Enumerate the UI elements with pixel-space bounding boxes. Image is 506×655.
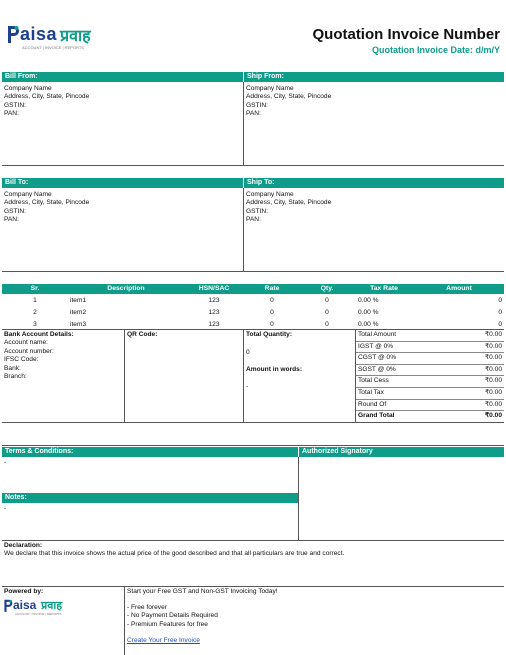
- ship-to-line: Company Name: [246, 191, 294, 198]
- feature-item: - No Payment Details Required: [127, 612, 218, 620]
- brand-logo: [6, 22, 101, 52]
- divider: [2, 445, 504, 446]
- divider: [2, 540, 504, 541]
- total-quantity-value: 0: [246, 349, 250, 356]
- totals-label: Round Of: [358, 400, 387, 408]
- bank-line: Account name:: [4, 339, 48, 347]
- quotation-date: Quotation Invoice Date: d/m/Y: [371, 45, 500, 55]
- totals-value: ₹0.00: [484, 412, 502, 420]
- logo-text: aisa: [20, 24, 58, 44]
- totals-value: ₹0.00: [484, 365, 502, 373]
- logo-tagline: ACCOUNT | INVOICE | REPORTS: [15, 612, 62, 616]
- logo-mark-icon: [6, 24, 20, 44]
- bill-from-line: Company Name: [4, 85, 52, 92]
- ship-to-line: PAN:: [246, 216, 261, 224]
- row-hsn: 123: [208, 321, 220, 328]
- bank-line: Account number:: [4, 347, 54, 355]
- column-header-rate: Rate: [264, 285, 280, 292]
- bill-to-line: Address, City, State, Pincode: [4, 199, 90, 207]
- declaration-text: We declare that this invoice shows the actual price of the good described and that all particulars are true and correct.: [4, 550, 345, 557]
- totals-label: SGST @ 0%: [358, 365, 396, 373]
- divider: [2, 271, 504, 272]
- notes-value: -: [4, 505, 7, 512]
- bill-from-line: Address, City, State, Pincode: [4, 93, 90, 101]
- logo-text: aisa: [13, 598, 37, 612]
- totals-value: ₹0.00: [484, 400, 502, 408]
- logo-hindi-text: प्रवाह: [60, 28, 91, 45]
- row-hsn: 123: [208, 297, 220, 304]
- divider: [2, 422, 504, 423]
- ship-to-header: Ship To:: [244, 178, 504, 188]
- column-header-description: Description: [107, 285, 145, 292]
- row-rate: 0: [270, 297, 274, 304]
- bank-details: [4, 331, 74, 381]
- table-row: [2, 307, 504, 319]
- divider: [243, 82, 244, 165]
- divider: [243, 188, 244, 271]
- promo-features: [127, 604, 218, 629]
- ship-from-header: Ship From:: [244, 72, 504, 82]
- totals-value: ₹0.00: [484, 354, 502, 362]
- bill-from-details: [4, 85, 89, 119]
- divider: [2, 165, 504, 166]
- totals-label: Total Cess: [358, 377, 389, 385]
- row-sr: 3: [33, 321, 37, 328]
- page-title: Quotation Invoice Number: [312, 26, 500, 43]
- divider: [2, 586, 504, 587]
- divider: [298, 457, 299, 540]
- row-description: item2: [70, 309, 87, 316]
- totals-label: Total Tax: [358, 389, 384, 396]
- column-header-sr: Sr.: [30, 285, 40, 292]
- row-amount: 0: [498, 321, 502, 328]
- row-description: item1: [70, 297, 87, 304]
- divider: [243, 329, 244, 422]
- row-description: item3: [70, 321, 87, 328]
- row-sr: 1: [33, 297, 37, 304]
- bill-to-line: Company Name: [4, 191, 52, 198]
- divider: [124, 586, 125, 655]
- amount-in-words-value: -: [246, 383, 249, 390]
- terms-header: Terms & Conditions:: [2, 447, 298, 457]
- bank-line: Branch:: [4, 373, 27, 381]
- ship-from-line: PAN:: [246, 110, 261, 118]
- row-rate: 0: [270, 321, 274, 328]
- footer-logo: [3, 597, 83, 619]
- row-sr: 2: [33, 309, 37, 316]
- totals-value: ₹0.00: [484, 331, 502, 338]
- ship-from-line: Company Name: [246, 85, 294, 92]
- bill-from-line: GSTIN:: [4, 101, 26, 109]
- row-amount: 0: [498, 297, 502, 304]
- totals-value: ₹0.00: [484, 342, 502, 350]
- bill-to-line: GSTIN:: [4, 207, 26, 215]
- totals-label: IGST @ 0%: [358, 342, 394, 350]
- bill-to-header: Bill To:: [2, 178, 243, 188]
- items-table-header: [2, 284, 504, 294]
- bill-from-header: Bill From:: [2, 72, 243, 82]
- terms-value: -: [4, 459, 7, 466]
- column-header-qty: Qty.: [320, 285, 334, 292]
- logo-mark-icon: [3, 598, 13, 613]
- ship-from-line: GSTIN:: [246, 101, 268, 109]
- row-tax-rate: 0.00 %: [358, 297, 379, 304]
- amount-in-words-heading: Amount in words:: [246, 366, 303, 373]
- totals-value: ₹0.00: [484, 377, 502, 385]
- total-quantity-heading: Total Quantity:: [246, 331, 293, 338]
- bill-from-line: PAN:: [4, 110, 19, 118]
- bank-line: Bank:: [4, 364, 21, 372]
- row-qty: 0: [325, 297, 329, 304]
- declaration-heading: Declaration:: [4, 542, 43, 549]
- totals-label: CGST @ 0%: [358, 354, 397, 362]
- feature-item: - Premium Features for free: [127, 620, 208, 628]
- column-header-amount: Amount: [446, 285, 472, 292]
- divider: [124, 329, 125, 422]
- logo-tagline: ACCOUNT | INVOICE | REPORTS: [22, 45, 84, 50]
- logo-hindi-text: प्रवाह: [41, 600, 63, 612]
- row-tax-rate: 0.00 %: [358, 309, 379, 316]
- ship-to-line: Address, City, State, Pincode: [246, 199, 332, 207]
- ship-to-details: [246, 191, 331, 225]
- row-tax-rate: 0.00 %: [358, 321, 379, 328]
- grand-total-row: [356, 410, 504, 422]
- row-qty: 0: [325, 309, 329, 316]
- ship-to-line: GSTIN:: [246, 207, 268, 215]
- column-header-tax-rate: Tax Rate: [370, 285, 398, 292]
- qr-code-heading: QR Code:: [127, 331, 158, 338]
- column-header-hsn: HSN/SAC: [198, 285, 230, 292]
- bill-to-line: PAN:: [4, 216, 19, 224]
- row-hsn: 123: [208, 309, 220, 316]
- bill-to-details: [4, 191, 89, 225]
- powered-by-label: Powered by:: [4, 588, 44, 595]
- row-amount: 0: [498, 309, 502, 316]
- row-rate: 0: [270, 309, 274, 316]
- ship-from-line: Address, City, State, Pincode: [246, 93, 332, 101]
- promo-title: Start your Free GST and Non-GST Invoicing Today!: [127, 588, 278, 595]
- create-invoice-link[interactable]: Create Your Free Invoice: [127, 637, 200, 644]
- feature-item: - Free forever: [127, 604, 167, 611]
- totals-value: ₹0.00: [484, 389, 502, 396]
- row-qty: 0: [325, 321, 329, 328]
- bank-line: IFSC Code:: [4, 356, 39, 364]
- bank-details-heading: Bank Account Details:: [4, 331, 74, 338]
- ship-from-details: [246, 85, 331, 119]
- signatory-header: Authorized Signatory: [299, 447, 504, 457]
- table-row: [2, 295, 504, 307]
- notes-header: Notes:: [2, 493, 298, 503]
- totals-label: Total Amount: [358, 331, 397, 338]
- totals-label: Grand Total: [358, 412, 395, 420]
